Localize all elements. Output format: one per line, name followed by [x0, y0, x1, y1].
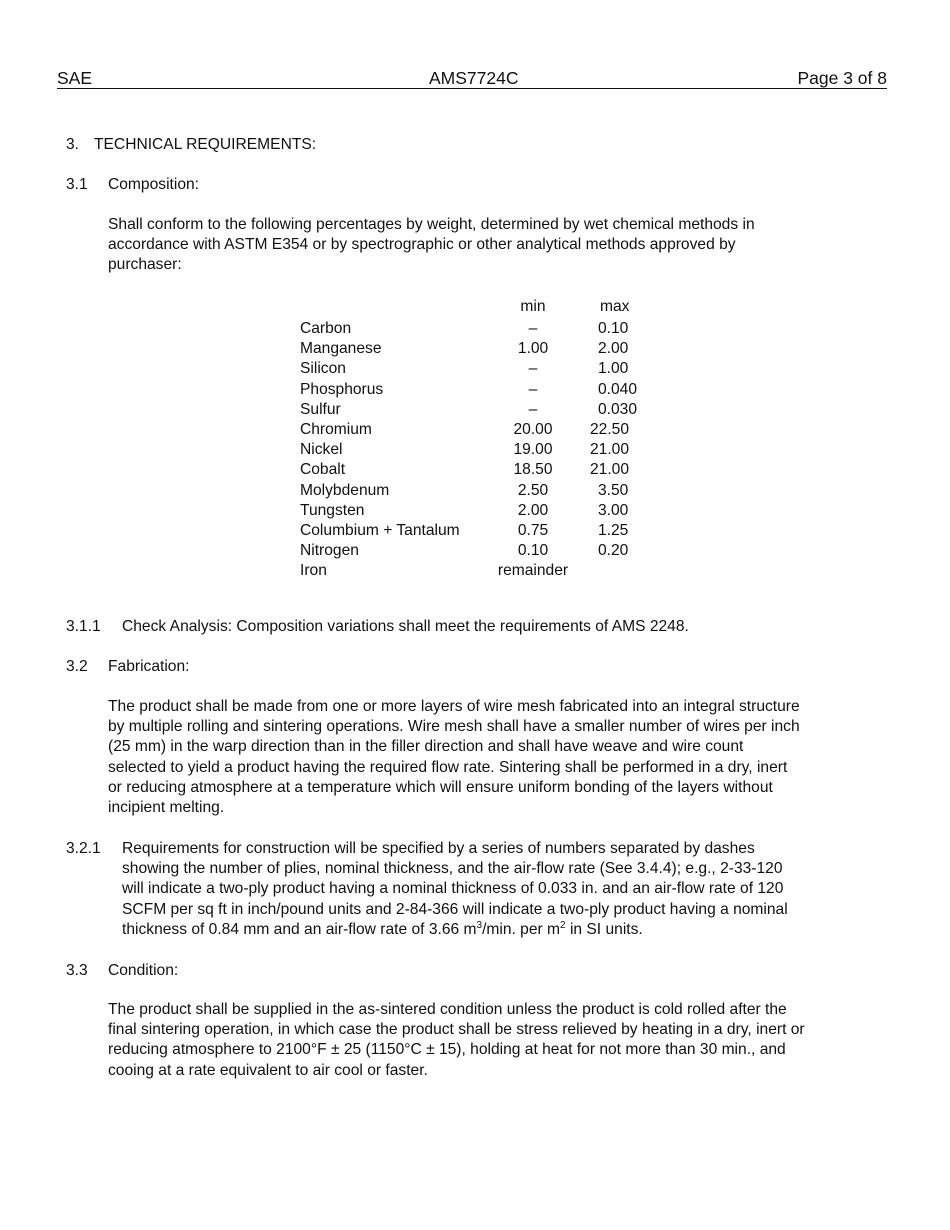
- element-min: 19.00: [513, 441, 553, 459]
- element-max: 21.00: [590, 461, 630, 479]
- element-min: remainder: [497, 562, 569, 580]
- section-3-title: TECHNICAL REQUIREMENTS:: [94, 136, 317, 153]
- element-max: 0.030: [598, 400, 638, 418]
- element-max: 2.00: [598, 340, 629, 358]
- table-row: [300, 319, 660, 339]
- check-analysis-text: Check Analysis: Composition variations shall meet the requirements of AMS 2248.: [122, 618, 689, 635]
- paragraph-line: incipient melting.: [108, 799, 225, 817]
- element-min: 0.10: [517, 542, 549, 560]
- column-header-min: min: [520, 298, 546, 315]
- table-row: [300, 481, 660, 501]
- element-min: –: [528, 380, 538, 398]
- section-3-2-number: 3.2: [66, 658, 88, 675]
- section-3-3-title: Condition:: [108, 962, 179, 979]
- paragraph-line: final sintering operation, in which case the product shall be stress relieved by heating in a dry, inert or: [108, 1021, 805, 1039]
- table-row: [300, 339, 660, 359]
- paragraph-line: (25 mm) in the warp direction than in the filler direction and shall have weave and wire count: [108, 738, 744, 756]
- table-row: [300, 501, 660, 521]
- paragraph-line: reducing atmosphere to 2100°F ± 25 (1150°C ± 15), holding at heat for not more than 30 min., and: [108, 1041, 786, 1059]
- text-fragment: /min. per m: [482, 920, 561, 938]
- element-min: 1.00: [517, 340, 549, 358]
- table-row: [300, 460, 660, 480]
- column-header-max: max: [600, 298, 630, 315]
- element-max: 21.00: [590, 441, 630, 459]
- element-name: Nickel: [300, 441, 343, 459]
- element-max: 0.10: [598, 320, 629, 337]
- header-org: SAE: [57, 68, 93, 88]
- element-min: 18.50: [513, 461, 553, 479]
- element-name: Silicon: [300, 360, 346, 378]
- section-3-number: 3.: [66, 136, 80, 153]
- fabrication-paragraph: [108, 697, 868, 818]
- element-min: –: [528, 400, 538, 418]
- element-min: –: [528, 360, 538, 378]
- element-name: Chromium: [300, 420, 372, 438]
- paragraph-line: will indicate a two-ply product having a nominal thickness of 0.033 in. and an air-flow rate of 120: [122, 880, 784, 898]
- element-min: 20.00: [513, 420, 553, 438]
- paragraph-line: by multiple rolling and sintering operations. Wire mesh shall have a smaller number of wires per inch: [108, 718, 800, 736]
- element-max: 22.50: [590, 420, 630, 438]
- composition-table-header: [300, 297, 660, 319]
- superscript: 2: [560, 919, 566, 931]
- element-max: 0.040: [598, 380, 638, 398]
- table-row: [300, 420, 660, 440]
- element-max: 3.00: [598, 501, 629, 519]
- element-name: Molybdenum: [300, 481, 390, 499]
- superscript: 3: [476, 919, 483, 931]
- text-fragment: in SI units.: [565, 920, 643, 938]
- paragraph-line: Shall conform to the following percentages by weight, determined by wet chemical methods in: [108, 216, 755, 233]
- element-min: 0.75: [517, 521, 549, 539]
- paragraph-line: SCFM per sq ft in inch/pound units and 2-84-366 will indicate a two-ply product having a nominal: [122, 900, 788, 918]
- paragraph-line: [122, 920, 872, 940]
- element-max: 0.20: [598, 542, 629, 560]
- element-max: 1.25: [598, 521, 629, 539]
- paragraph-line: The product shall be made from one or more layers of wire mesh fabricated into an integral structure: [108, 698, 800, 715]
- table-row: [300, 359, 660, 379]
- header-page-number: Page 3 of 8: [797, 68, 887, 88]
- paragraph-line: Requirements for construction will be specified by a series of numbers separated by dashes: [122, 840, 755, 857]
- table-row: [300, 521, 660, 541]
- element-name: Nitrogen: [300, 542, 359, 560]
- element-name: Tungsten: [300, 501, 365, 519]
- paragraph-line: accordance with ASTM E354 or by spectrographic or other analytical methods approved by: [108, 236, 736, 254]
- table-row: [300, 541, 660, 561]
- paragraph-line: cooing at a rate equivalent to air cool or faster.: [108, 1061, 428, 1079]
- section-3-1-1-number: 3.1.1: [66, 618, 101, 635]
- element-min: 2.50: [517, 481, 549, 499]
- element-name: Phosphorus: [300, 380, 384, 398]
- paragraph-line: purchaser:: [108, 256, 182, 274]
- composition-table: [300, 297, 660, 581]
- paragraph-line: The product shall be supplied in the as-sintered condition unless the product is cold rolled after the: [108, 1001, 787, 1018]
- paragraph-line: selected to yield a product having the required flow rate. Sintering shall be performed in a dry, inert: [108, 758, 788, 776]
- section-3-2-title: Fabrication:: [108, 658, 190, 675]
- section-3-1-number: 3.1: [66, 176, 88, 193]
- table-row: [300, 400, 660, 420]
- table-row: [300, 561, 660, 581]
- element-max: 3.50: [598, 481, 629, 499]
- paragraph-line: or reducing atmosphere at a temperature which will ensure uniform bonding of the layers without: [108, 778, 773, 796]
- element-name: Cobalt: [300, 461, 346, 479]
- element-max: 1.00: [598, 360, 629, 378]
- page-header: [57, 68, 887, 89]
- header-doc-number: AMS7724C: [429, 68, 519, 88]
- element-min: –: [528, 320, 538, 337]
- composition-paragraph: [108, 215, 868, 276]
- construction-paragraph: [122, 839, 872, 940]
- element-name: Carbon: [300, 320, 352, 337]
- element-name: Columbium + Tantalum: [300, 521, 460, 539]
- table-row: [300, 440, 660, 460]
- table-row: [300, 380, 660, 400]
- section-3-1-title: Composition:: [108, 176, 200, 193]
- section-3-3-number: 3.3: [66, 962, 88, 979]
- element-min: 2.00: [517, 501, 549, 519]
- element-name: Iron: [300, 562, 327, 580]
- element-name: Sulfur: [300, 400, 341, 418]
- condition-paragraph: [108, 1000, 868, 1081]
- paragraph-line: showing the number of plies, nominal thickness, and the air-flow rate (See 3.4.4); e.g., 2-33-120: [122, 860, 783, 878]
- section-3-2-1-number: 3.2.1: [66, 840, 101, 857]
- element-name: Manganese: [300, 340, 382, 358]
- text-fragment: thickness of 0.84 mm and an air-flow rate of 3.66 m: [122, 920, 477, 938]
